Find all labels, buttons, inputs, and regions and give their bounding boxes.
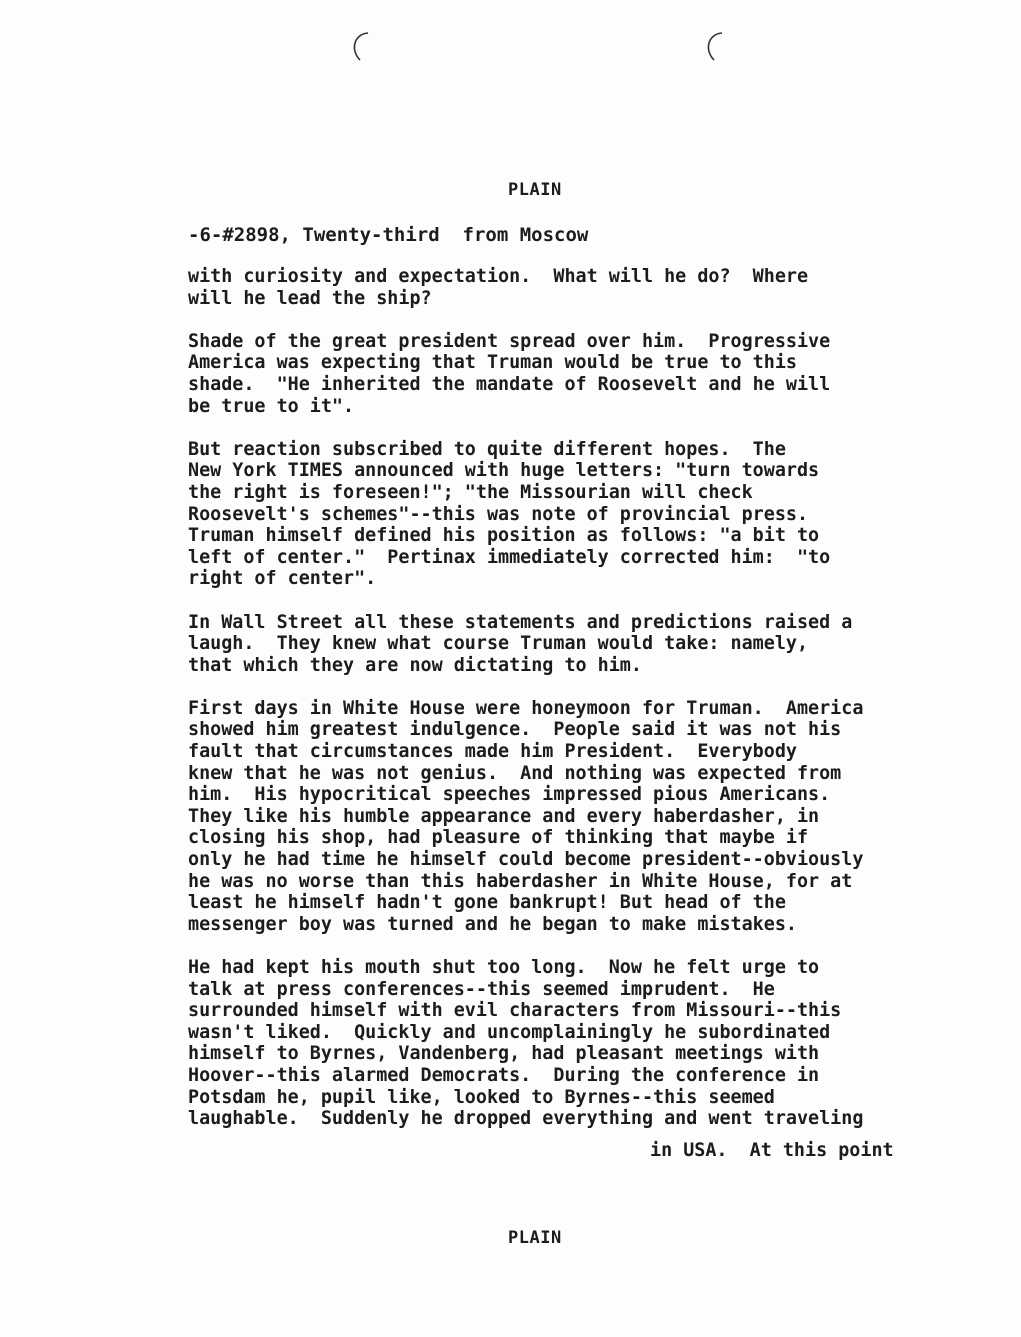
text-line: New York TIMES announced with huge letters: "turn towards (188, 460, 820, 482)
text-line: himself to Byrnes, Vandenberg, had pleasant meetings with (188, 1043, 820, 1065)
text-line: only he had time he himself could become president--obviously (188, 849, 864, 871)
text-line: be true to it". (188, 395, 355, 417)
document-body (188, 266, 978, 1151)
text-line: showed him greatest indulgence. People said it was not his (188, 719, 842, 741)
text-line: Potsdam he, pupil like, looked to Byrnes--this seemed (188, 1086, 775, 1108)
text-line: Roosevelt's schemes"--this was note of provincial press. (188, 503, 809, 525)
paragraph-1 (188, 266, 978, 309)
paragraph-5 (188, 698, 978, 936)
text-line: shade. "He inherited the mandate of Roosevelt and he will (188, 373, 831, 395)
text-line: fault that circumstances made him President. Everybody (188, 741, 797, 763)
text-line: First days in White House were honeymoon for Truman. America (188, 697, 864, 719)
text-line: But reaction subscribed to quite different hopes. The (188, 438, 786, 460)
text-line: knew that he was not genius. And nothing was expected from (188, 762, 842, 784)
footer-classification: PLAIN (508, 1228, 562, 1248)
paragraph-4 (188, 612, 978, 677)
text-line: They like his humble appearance and every haberdasher, in (188, 805, 820, 827)
text-line: right of center". (188, 568, 377, 590)
paragraph-3 (188, 439, 978, 590)
text-line: the right is foreseen!"; "the Missourian will check (188, 481, 753, 503)
header-classification: PLAIN (508, 180, 562, 200)
text-line: Shade of the great president spread over him. Progressive (188, 330, 831, 352)
punch-hole-right (700, 30, 730, 64)
text-line: with curiosity and expectation. What will he do? Where (188, 266, 809, 287)
text-line: messenger boy was turned and he began to make mistakes. (188, 913, 797, 935)
text-line: that which they are now dictating to him. (188, 654, 642, 676)
text-line: least he himself hadn't gone bankrupt! But head of the (188, 892, 786, 914)
text-line: surrounded himself with evil characters from Missouri--this (188, 1000, 842, 1022)
text-line: America was expecting that Truman would be true to this (188, 352, 797, 374)
text-line: him. His hypocritical speeches impressed pious Americans. (188, 784, 831, 806)
paragraph-2 (188, 331, 978, 417)
text-line: left of center." Pertinax immediately corrected him: "to (188, 546, 831, 568)
page-reference: -6-#2898, Twenty-third from Moscow (188, 224, 589, 246)
text-line: will he lead the ship? (188, 287, 432, 309)
text-line: he was no worse than this haberdasher in White House, for at (188, 870, 853, 892)
text-line: talk at press conferences--this seemed imprudent. He (188, 978, 775, 1000)
continuation-text: in USA. At this point (650, 1140, 894, 1161)
text-line: In Wall Street all these statements and predictions raised a (188, 611, 853, 633)
text-line: laugh. They knew what course Truman would take: namely, (188, 633, 809, 655)
text-line: Truman himself defined his position as follows: "a bit to (188, 525, 820, 547)
text-line: closing his shop, had pleasure of thinking that maybe if (188, 827, 809, 849)
punch-hole-left (346, 30, 376, 64)
text-line: wasn't liked. Quickly and uncomplainingly he subordinated (188, 1021, 831, 1043)
text-line: Hoover--this alarmed Democrats. During the conference in (188, 1064, 820, 1086)
text-line: laughable. Suddenly he dropped everything and went traveling (188, 1108, 864, 1130)
text-line: He had kept his mouth shut too long. Now he felt urge to (188, 957, 820, 978)
punch-hole-left-icon (346, 30, 376, 64)
paragraph-6 (188, 957, 978, 1130)
punch-hole-right-icon (700, 30, 730, 64)
